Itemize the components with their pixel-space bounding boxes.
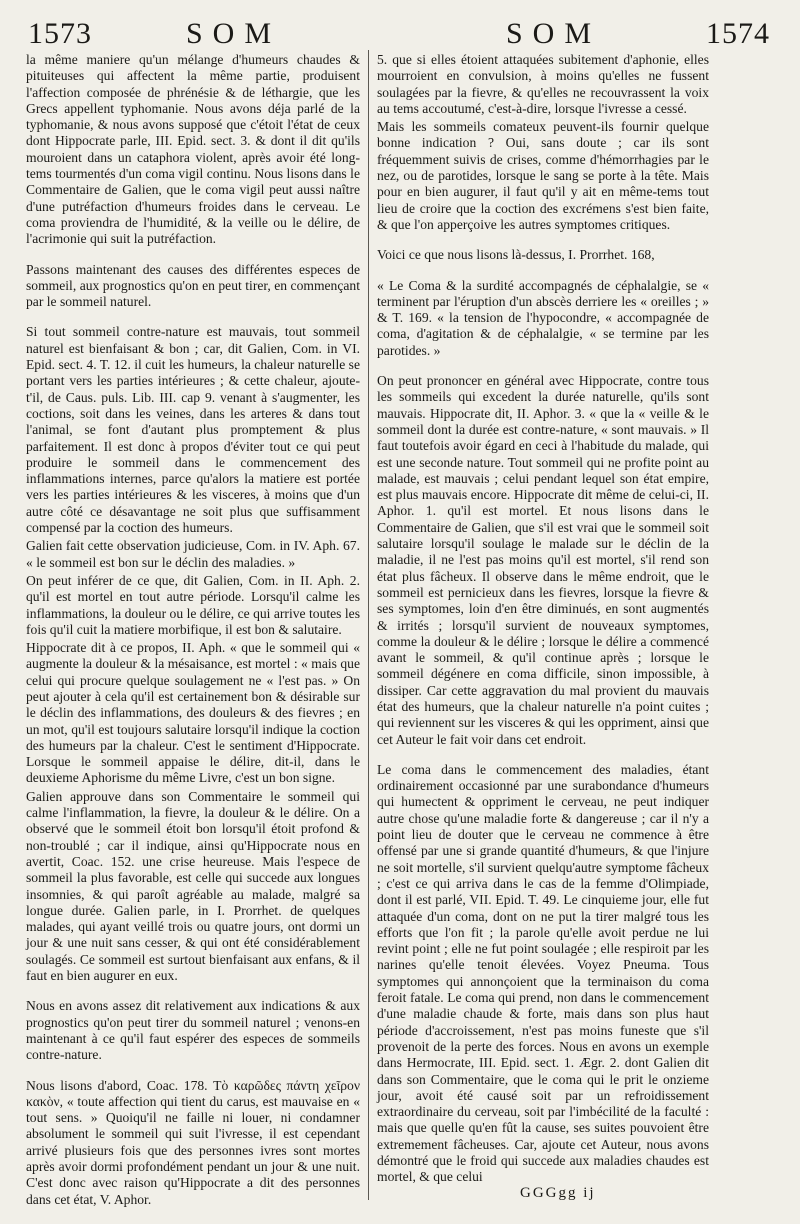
right-column [377,52,709,1188]
left-page-number: 1573 [28,17,92,50]
paragraph: la même maniere qu'un mélange d'humeurs chaudes & pituiteuses qui affectent la même partie, produisent l'affection composée de phrénésie & de léthargie, que les Grecs appellent typhomanie. Nous avons déja parlé de la typhomanie, & nous avons supposé que c'étoit l'état de ceux dont Hippocrate parle, III. Epid. sect. 3. & dont il dit qu'ils mouroient dans un cataphora violent, après avoir été long-tems tourmentés d'un coma vigil continu. Nous lisons dans le Commentaire de Galien, que le coma vigil peut aussi naître d'une putréfaction d'humeurs froides dans le cerveau. Le coma proviendra de l'humidité, & la veille ou le délire, de l'acrimonie qui suit la putréfaction. [26,52,360,247]
paragraph: Mais les sommeils comateux peuvent-ils fournir quelque bonne indication ? Oui, sans doute ; car ils sont fréquemment suivis de crises, comme d'hémorrhagies par le nez, ou de parotides, lorsque le sang se porte à la tête. Mais pour en bien augurer, il faut qu'il y ait en même-tems tout lieu de croire que la coction des excrémens s'est bien faite, & que l'on apperçoive les autres symptomes critiques. [377,119,709,232]
paragraph: Passons maintenant des causes des différentes especes de sommeil, aux prognostics qu'on en peut tirer, en commençant par le sommeil naturel. [26,261,360,310]
paragraph: On peut prononcer en général avec Hippocrate, contre tous les sommeils qui excedent la durée naturelle, qu'ils sont mauvais. Hippocrate dit, II. Aphor. 3. « que la « veille & le sommeil dont la durée est contre-nature, « sont mauvais. » Il faut toutefois avoir égard en ceci à l'habitude du malade, qui est une seconde nature. Tout sommeil qui ne profite point au malade, est mauvais ; celui pendant lequel son état empire, est plus mauvais encore. Hippocrate dit même de celui-ci, II. Aphor. 1. qu'il est mortel. Et nous lisons dans le Commentaire de Galien, que s'il est vrai que le sommeil soit salutaire lorsqu'il soulage le malade sur le déclin de la maladie, il ne l'est pas moins qu'il est mortel, s'il rend son état plus fâcheux. Il observe dans le même endroit, que le sommeil est pernicieux dans les fievres, lorsque la fievre & ses symptomes, loin d'en être diminués, en sont augmentés & irrités ; lorsqu'il survient de nouveaux symptomes, comme la douleur & le délire ; lorsque le délire a commencé avant le sommeil, & qu'il continue après ; lorsque le sommeil dégénere en coma difficile, sinon impossible, à dissiper. Car cette aggravation du mal provient du mauvais état des humeurs, que la chaleur naturelle n'a point cuites ; qui reviennent sur les visceres & qui les oppriment, ainsi que cet Auteur le fait voir dans cet endroit. [377,373,709,747]
signature-mark: GGGgg ij [520,1185,596,1201]
paragraph: On peut inférer de ce que, dit Galien, Com. in II. Aph. 2. qu'il est mortel en tout autre période. Lorsqu'il calme les inflammations, la douleur ou le délire, ce qui arrive toutes les fois qu'il cuit la matiere morbifique, il est bon & salutaire. [26,572,360,637]
paragraph: Hippocrate dit à ce propos, II. Aph. « que le sommeil qui « augmente la douleur & la mésaisance, est mortel : « mais que celui qui procure quelque soulagement ne « l'est pas. » On peut ajouter à cela qu'il est certainement bon & désirable sur le déclin des inflammations, des douleurs & des fievres ; en un mot, qu'il est toujours salutaire lorsqu'il indique la coction des humeurs par la chaleur. C'est le sentiment d'Hippocrate. Lorsque le sommeil appaise le délire, dit-il, dans le deuxieme Aphorisme du même Livre, c'est un bon signe. [26,640,360,786]
left-running-head: SOM [186,17,282,50]
paragraph: « Le Coma & la surdité accompagnés de céphalalgie, se « terminent par l'éruption d'un abscès derriere les « oreilles ; » & T. 169. « la tension de l'hypocondre, « accompagnée de coma, d'agitation & de céphalalgie, « se termine par les parotides. » [377,277,709,358]
paragraph: 5. que si elles étoient attaquées subitement d'aphonie, elles mourroient en convulsion, à moins qu'elles ne fussent soulagées par la fievre, & qu'elles ne recouvrassent la voix au tems accoutumé, c'est-à-dire, lorsque l'ivresse a cessé. [377,52,709,116]
left-column [26,52,360,1210]
paragraph: Nous en avons assez dit relativement aux indications & aux prognostics qu'on peut tirer du sommeil naturel ; venons-en maintenant à ce qu'il faut espérer des especes de sommeils contre-nature. [26,998,360,1063]
paragraph: Nous lisons d'abord, Coac. 178. Τὸ καρῶδες πάντη χεῖρον κακὸν, « toute affection qui tient du carus, est mauvaise en « tout sens. » Quoiqu'il ne faille ni louer, ni condamner absolument le sommeil qui suit l'ivresse, il est cependant arrivé plusieurs fois que des personnes ivres sont mortes après avoir dormi profondément pendant un jour & une nuit. C'est donc avec raison qu'Hippocrate a dit des personnes dans cet état, V. Aphor. [26,1077,360,1207]
column-divider [368,50,369,1200]
right-page-number: 1574 [706,17,770,50]
paragraph: Voici ce que nous lisons là-dessus, I. Prorrhet. 168, [377,247,655,263]
paragraph: Galien approuve dans son Commentaire le sommeil qui calme l'inflammation, la fievre, la douleur & le délire. On a observé que le sommeil étoit bon lorsqu'il étoit profond & non-troublé ; car il indique, ainsi qu'Hippocrate nous en avertit, Coac. 152. une crise heureuse. Mais l'espece de sommeil la plus favorable, est celle qui succede aux longues insomnies, & qui paroît agréable au malade, malgré sa longue durée. Galien parle, in I. Prorrhet. de quelques malades, qui ayant veillé trois ou quatre jours, ont dormi un jour & une nuit sans cesser, & qui ont été considérablement soulagés. Ce sommeil est surtout bienfaisant aux enfans, & il faut en bien augurer en eux. [26,788,360,984]
right-running-head: SOM [506,17,602,50]
paragraph: Galien fait cette observation judicieuse, Com. in IV. Aph. 67. « le sommeil est bon sur le déclin des maladies. » [26,538,360,570]
paragraph: Si tout sommeil contre-nature est mauvais, tout sommeil naturel est bienfaisant & bon ; car, dit Galien, Com. in VI. Epid. sect. 4. T. 12. il cuit les humeurs, la chaleur naturelle se portant vers les parties intérieures ; & cette chaleur, ajoute-t'il, de Caus. puls. Lib. III. cap 9. venant à s'augmenter, les coctions, soit dans les veines, dans les arteres & dans tout l'animal, se font d'autant plus promptement & plus parfaitement. Il est donc à propos d'éviter tout ce qui peut produire le sommeil dans le commencement des inflammations internes, parce qu'alors la matiere est portée vers les parties intérieures & les visceres, à moins que d'un autre côté ce désavantage ne soit plus que suffisamment compensé par la coction des humeurs. [26,324,360,536]
paragraph: Le coma dans le commencement des maladies, étant ordinairement occasionné par une surabondance d'humeurs qui humectent & oppriment le cerveau, ne peut indiquer autre chose qu'une maladie forte & dangereuse ; car il n'y a point lieu de douter que le cerveau ne commence à être offensé par une si grande quantité d'humeurs, & que l'injure ne soit mortelle, s'il survient quelqu'autre symptome fâcheux ; c'est ce qui arriva dans le cas de la femme d'Olimpiade, dont il est parlé, VII. Epid. T. 49. Le cinquieme jour, elle fut attaquée d'un coma, dont on ne put la tirer malgré tous les efforts que l'on fit ; la parole qu'elle avoit perdue ne lui revint point ; elle ne fut point soulagée ; elle respiroit par les narines qu'elle tenoit élevées. Voyez Pneuma. Tous symptomes qui annonçoient que la terminaison du coma feroit fatale. Le coma qui prend, non dans le commencement d'une maladie chaude & forte, mais dans son plus haut période d'accroissement, n'est pas moins funeste que s'il provenoit de la perte des forces. Nous en avons un exemple dans Hermocrate, III. Epid. sect. 1. Ægr. 2. dont Galien dit dans son Commentaire, que le coma qui le prit le onzieme jour, avoit été causé soit par un refroidissement extraordinaire du cerveau, soit par l'imbécilité de la faculté : mais que quelle qu'en fût la cause, ses suites pouvoient être extremement fâcheuses. Car, ajoute cet Auteur, nous avons démontré que le froid qui succede aux maladies chaudes est mortel, & que celui [377,761,709,1185]
